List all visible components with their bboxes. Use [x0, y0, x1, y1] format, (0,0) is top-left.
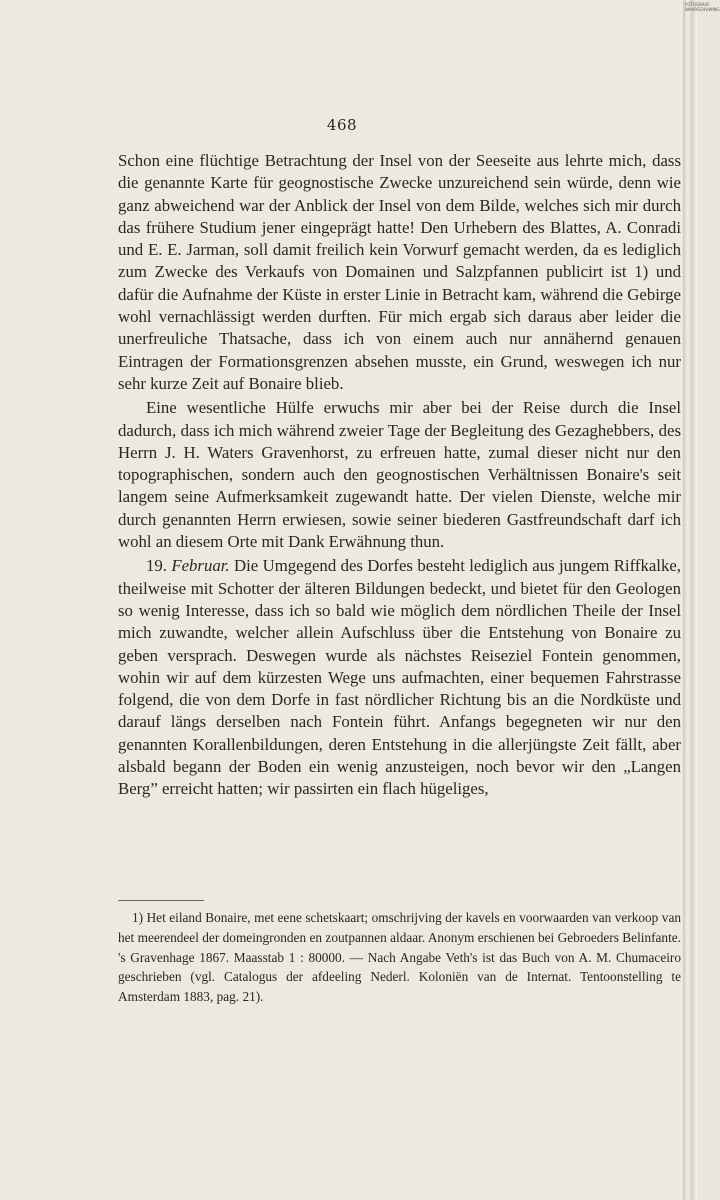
- footnote: [118, 908, 681, 1007]
- entry-date: Februar.: [171, 556, 230, 576]
- diary-entry: [118, 555, 681, 800]
- paragraph-2: Eine wesentliche Hülfe erwuchs mir aber bei der Reise durch die Insel dadurch, dass ich mich während zweier Tage der Begleitung des Gezaghebbers, des Herrn J. H. Waters Gravenhorst, zu erfreuen hatte, zumal dieser nicht nur den topographischen, sondern auch den geognostischen Verhältnissen Bonaire's seit langem seine Aufmerksamkeit zugewandt hatte. Der vielen Dienste, welche mir durch genannten Herrn erwiesen, sowie seiner biederen Gastfreundschaft darf ich wohl an diesem Orte mit Dank Erwähnung thun.: [118, 398, 681, 552]
- entry-text: Die Umgegend des Dorfes besteht lediglich aus jungem Riffkalke, theilweise mit Schotter der älteren Bildungen bedeckt, und bietet für den Geologen so wenig Interesse, dass ich so bald wie möglich dem nördlichen Theile der Insel mich zuwandte, welcher allein Aufschluss über die Entstehung von Bonaire zu geben versprach. Deswegen wurde als nächstes Reiseziel Fontein genommen, wohin wir auf dem kürzesten Wege uns aufmachten, einer bequemen Fahrstrasse folgend, die von dem Dorfe in fast nördlicher Richtung bis an die Nordküste und darauf längs derselben nach Fontein führt. Anfangs begegneten wir nur den genannten Korallenbildungen, deren Entstehung in die allerjüngste Zeit fällt, aber alsbald begann der Boden ein wenig anzusteigen, noch bevor wir den „Langen Berg” erreicht hatten; wir passirten ein flach hügeliges,: [118, 556, 681, 799]
- entry-number: 19.: [146, 556, 167, 576]
- footnote-marker: 1): [132, 910, 144, 925]
- edge-label: FOTOGRAAF WAARSCHUWING: [685, 2, 720, 12]
- page-number: 468: [326, 116, 358, 134]
- main-text: [118, 150, 681, 801]
- footnote-text: Het eiland Bonaire, met eene schetskaart; omschrijving der kavels en voorwaarden van verkoop van het meerendeel der domeingronden en zoutpannen aldaar. Anonym erschienen bei Gebroeders Belinfante. 's Gravenhage 1867. Maasstab 1 : 80000. — Nach Angabe Veth's ist das Buch von A. M. Chumaceiro geschrieben (vgl. Catalogus der afdeeling Nederl. Koloniën van de Internat. Tentoonstelling te Amsterdam 1883, pag. 21).: [118, 910, 681, 1005]
- page-edge: [684, 0, 720, 1200]
- footnote-separator: [118, 900, 204, 901]
- paragraph-1: Schon eine flüchtige Betrachtung der Insel von der Seeseite aus lehrte mich, dass die genannte Karte für geognostische Zwecke unzureichend sein würde, denn wie ganz abweichend war der Anblick der Insel von dem Bilde, welches sich mir durch das frühere Studium jener eingeprägt hatte! Den Urhebern des Blattes, A. Conradi und E. E. Jarman, soll damit freilich kein Vorwurf gemacht werden, da es lediglich zum Zwecke des Verkaufs von Domainen und Salzpfannen publicirt ist 1) und dafür die Aufnahme der Küste in erster Linie in Betracht kam, während die Gebirge wohl vernachlässigt werden durften. Für mich ergab sich daraus aber leider die unerfreuliche Thatsache, dass ich von einem auch nur annähernd genauen Eintragen der Formationsgrenzen absehen musste, ein Grund, weswegen ich nur sehr kurze Zeit auf Bonaire blieb.: [118, 151, 681, 393]
